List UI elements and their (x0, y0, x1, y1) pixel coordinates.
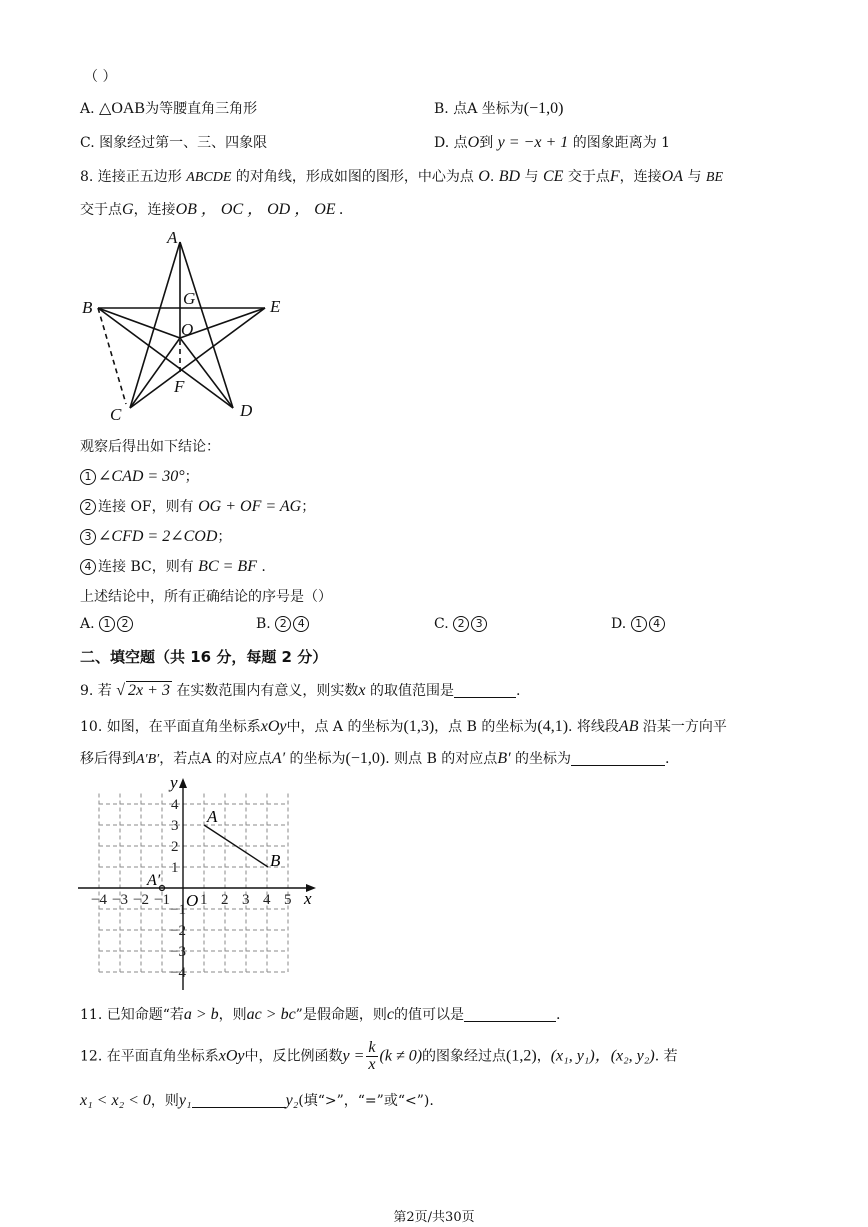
label-e: E (270, 297, 281, 316)
line-oc (130, 338, 180, 408)
label-o: O (181, 320, 194, 339)
q10-line2: 移后得到A′B′，若点A 的对应点A′ 的坐标为(−1,0). 则点 B 的对应点B′ 的坐标为 . (80, 750, 670, 767)
q8-observe: 观察后得出如下结论： (80, 439, 220, 455)
label-d: D (240, 401, 253, 420)
x-tick-label: −4 (91, 892, 107, 908)
origin-label: O (186, 891, 199, 910)
q8-choice-a: A. 1 2 (80, 616, 135, 632)
q11: 11. 已知命题“若a > b，则ac > bc”是假命题，则c的值可以是 . (80, 1006, 561, 1023)
y-axis-label: y (170, 774, 178, 792)
x-tick-label: 5 (284, 892, 292, 908)
x-tick-label: 2 (221, 892, 229, 908)
y-tick-label: 2 (171, 839, 179, 855)
x-tick-label: 4 (263, 892, 271, 908)
q7-option-d: D. 点O到 y = −x + 1 的图象距离为 1 (434, 134, 671, 151)
y-tick-label: 1 (171, 860, 179, 876)
label-c: C (110, 405, 122, 424)
q8-ask: 上述结论中，所有正确结论的序号是（） (80, 589, 332, 605)
y-tick-label: −3 (170, 944, 186, 960)
page-footer: 第2页/共30页 (393, 1210, 475, 1225)
pentagram-figure (78, 226, 293, 424)
label-g: G (183, 289, 196, 308)
q12-line2: x₁ < x₂ < 0，则y₁ y₂(填“>”，“=”或“<”). (80, 1092, 434, 1109)
q7-option-c: C. 图象经过第一、三、四象限 (80, 135, 268, 151)
q12-line1: 12. 在平面直角坐标系xOy中，反比例函数y = $\frac{k}{x}$ (k ≠ 0)的图象经过点(1,2)，(x₁, y₁)，(x₂, y₂). 若 (80, 1039, 678, 1073)
q8-conclusion-3: 3 ∠CFD = 2∠COD； (80, 526, 231, 546)
q8-choice-d: D. 1 4 (611, 616, 667, 632)
x-tick-label: 3 (242, 892, 250, 908)
line-ac (130, 242, 180, 408)
q8-conclusion-4: 4 连接 BC，则有 BC = BF . (80, 556, 266, 576)
label-a: A (167, 228, 178, 247)
line-ob (98, 308, 180, 338)
x-tick-label: 1 (200, 892, 208, 908)
y-tick-label: 4 (171, 797, 179, 813)
x-axis-label: x (304, 889, 312, 908)
q8-conclusion-1: 1 ∠CAD = 30°； (80, 466, 199, 486)
q8-choice-c: C. 2 3 (434, 616, 489, 632)
coordinate-graph (76, 774, 322, 992)
q8-choice-b: B. 2 4 (256, 616, 311, 632)
x-tick-label: −3 (112, 892, 128, 908)
label-f: F (174, 377, 185, 396)
line-ec (130, 308, 265, 408)
x-tick-label: −2 (133, 892, 149, 908)
point-b-label: B (270, 851, 281, 870)
q8-stem-line2: 交于点G，连接OB ， OC ， OD ， OE . (80, 201, 344, 218)
y-tick-label: −4 (170, 965, 186, 981)
answer-paren: （ ） (84, 69, 117, 85)
q8-conclusion-2: 2 连接 OF，则有 OG + OF = AG； (80, 496, 315, 516)
q7-option-b: B. 点A 坐标为(−1,0) (434, 100, 564, 117)
label-b: B (82, 298, 93, 317)
y-tick-label: −1 (170, 902, 186, 918)
point-ap-label: A′ (147, 872, 161, 889)
y-tick-label: 3 (171, 818, 179, 834)
q10-line1: 10. 如图，在平面直角坐标系xOy中，点 A 的坐标为(1,3)，点 B 的坐标为(4,1). 将线段AB 沿某一方向平 (80, 718, 727, 735)
y-axis-arrow (179, 778, 187, 788)
dashed-bc (98, 308, 126, 404)
line-od (180, 338, 233, 408)
section-heading: 二、填空题（共 16 分，每题 2 分） (80, 648, 328, 666)
x-tick-label: −1 (154, 892, 170, 908)
y-tick-label: −2 (170, 923, 186, 939)
q9: 9. 若 √ 2x + 3 在实数范围内有意义，则实数x 的取值范围是 . (80, 682, 521, 699)
q7-option-a: A. △OAB为等腰直角三角形 (80, 100, 258, 117)
q8-stem-line1: 8. 连接正五边形 ABCDE 的对角线，形成如图的图形，中心为点 O. BD 与 CE 交于点F，连接OA 与 BE (80, 168, 724, 185)
point-a-label: A (207, 807, 218, 826)
